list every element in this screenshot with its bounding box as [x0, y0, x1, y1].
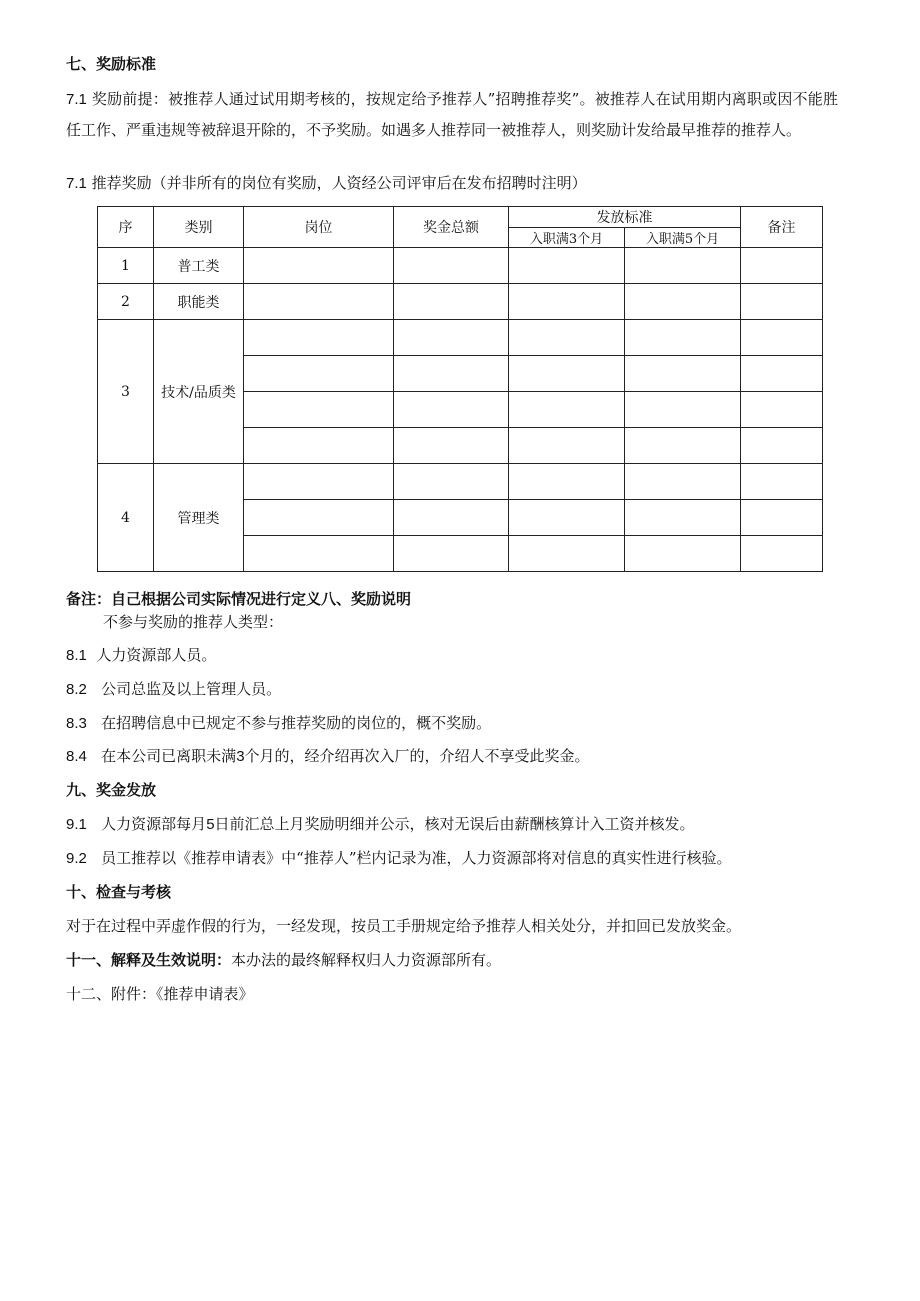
- section8-item-4: [66, 745, 590, 766]
- item-text: 在本公司已离职未满: [101, 747, 237, 765]
- section7-p1-text: 奖励前提：被推荐人通过试用期考核的，按规定给予推荐人”招聘推荐奖”。被推荐人在试用期内离职或因不能胜任工作、严重违规等被辞退开除的，不予奖励。如遇多人推荐同一被推荐人，则奖励计发给最早推荐的推荐人。: [66, 90, 838, 139]
- header-total: 奖金总额: [394, 207, 509, 248]
- section10-heading: 十、检查与考核: [66, 883, 172, 901]
- section8-intro: 不参与奖励的推荐人类型：: [103, 613, 284, 631]
- table-header-row: [98, 207, 823, 228]
- header-month5: 入职满5个月: [625, 228, 741, 248]
- header-position: 岗位: [244, 207, 394, 248]
- item-number: 8.2: [66, 681, 87, 698]
- section7-p2-number: 7.1: [66, 175, 87, 192]
- item-text: 员工推荐以《推荐申请表》中“推荐人”栏内记录为准，人力资源部将对信息的真实性进行核验。: [101, 849, 732, 867]
- section7-paragraph-2: [66, 172, 587, 193]
- table-row: [98, 248, 823, 284]
- item-number: 8.3: [66, 715, 87, 732]
- section12-text: 十二、附件：《推荐申请表》: [66, 985, 254, 1003]
- section9-item-1: [66, 813, 695, 834]
- item-text-rest: 日前汇总上月奖励明细并公示，核对无误后由薪酬核算计入工资并核发。: [214, 815, 695, 833]
- section9-item-2: [66, 847, 732, 868]
- table-row: [98, 464, 823, 500]
- section7-p2-text: 推荐奖励（并非所有的岗位有奖励，人资经公司评审后在发布招聘时注明）: [91, 174, 587, 192]
- section11-text: 本办法的最终解释权归人力资源部所有。: [231, 951, 502, 969]
- row4-category: 管理类: [154, 464, 244, 572]
- section7-heading: 七、奖励标准: [66, 55, 157, 73]
- section8-item-2: [66, 678, 281, 699]
- header-standard: 发放标准: [509, 207, 741, 228]
- table-row: [98, 284, 823, 320]
- row2-category: 职能类: [154, 284, 244, 320]
- section11: [66, 949, 501, 970]
- row2-seq: 2: [98, 284, 154, 320]
- item-number: 9.2: [66, 850, 87, 867]
- reward-table: [97, 206, 823, 572]
- row3-seq: 3: [98, 320, 154, 464]
- item-text: 公司总监及以上管理人员。: [101, 680, 282, 698]
- header-remark: 备注: [741, 207, 823, 248]
- section8-item-1: [66, 644, 216, 665]
- section8-item-3: [66, 712, 491, 733]
- section7-p1-number: 7.1: [66, 91, 87, 108]
- section9-heading: 九、奖金发放: [66, 781, 157, 799]
- row1-category: 普工类: [154, 248, 244, 284]
- header-seq: 序: [98, 207, 154, 248]
- item-number: 9.1: [66, 816, 87, 833]
- note-line: 备注：自己根据公司实际情况进行定义八、奖励说明: [66, 590, 412, 608]
- section11-heading: 十一、解释及生效说明：: [66, 951, 232, 969]
- row4-seq: 4: [98, 464, 154, 572]
- item-number: 8.1: [66, 647, 87, 664]
- table-row: [98, 320, 823, 356]
- item-text-rest: 个月的，经介绍再次入厂的，介绍人不享受此奖金。: [244, 747, 590, 765]
- item-text: 人力资源部人员。: [96, 646, 217, 664]
- section10-text: 对于在过程中弄虚作假的行为，一经发现，按员工手册规定给予推荐人相关处分，并扣回已发放奖金。: [66, 917, 742, 935]
- row3-category: 技术/品质类: [154, 320, 244, 464]
- header-month3: 入职满3个月: [509, 228, 625, 248]
- item-text-number: 3: [236, 748, 245, 765]
- item-text: 在招聘信息中已规定不参与推荐奖励的岗位的，概不奖励。: [101, 714, 492, 732]
- row1-seq: 1: [98, 248, 154, 284]
- header-category: 类别: [154, 207, 244, 248]
- item-text-number: 5: [206, 816, 215, 833]
- item-number: 8.4: [66, 748, 87, 765]
- item-text: 人力资源部每月: [101, 815, 207, 833]
- section7-paragraph-1: [66, 84, 838, 146]
